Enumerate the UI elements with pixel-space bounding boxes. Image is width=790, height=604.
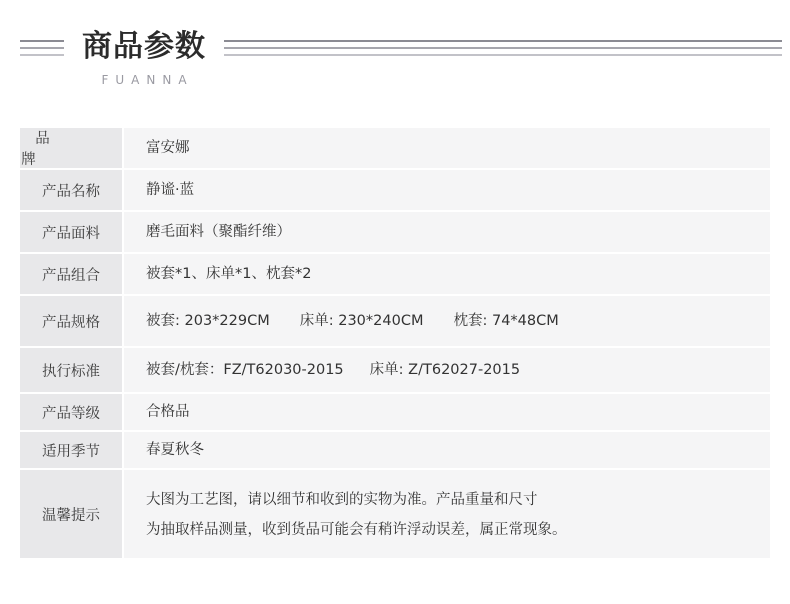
- spec-quilt-cover: 被套: 203*229CM: [146, 313, 270, 329]
- table-row-standard: [20, 348, 770, 394]
- row-value-specification: [124, 296, 770, 346]
- table-row-brand: [20, 128, 770, 170]
- spec-table: [20, 126, 770, 560]
- row-value-note: [124, 470, 770, 558]
- row-label-product-name: 产品名称: [20, 170, 124, 210]
- row-label-standard: 执行标准: [20, 348, 124, 392]
- table-row-season: [20, 432, 770, 470]
- table-row-fabric: [20, 212, 770, 254]
- header-rule-left-line-2: [20, 47, 64, 49]
- table-row-combination: [20, 254, 770, 296]
- row-value-brand: 富安娜: [124, 128, 770, 168]
- standard-bed-sheet: 床单: Z/T62027-2015: [369, 362, 521, 378]
- header-rule-left-line-1: [20, 40, 64, 42]
- row-label-combination: 产品组合: [20, 254, 124, 294]
- row-label-note: 温馨提示: [20, 470, 124, 558]
- row-value-product-name: 静谧·蓝: [124, 170, 770, 210]
- row-value-combination: 被套*1、床单*1、枕套*2: [124, 254, 770, 294]
- note-line-1: 大图为工艺图，请以细节和收到的实物为准。产品重量和尺寸: [146, 492, 538, 508]
- header-rule-right: [224, 40, 782, 61]
- table-row-product-name: [20, 170, 770, 212]
- page-header: [0, 0, 790, 118]
- row-label-season: 适用季节: [20, 432, 124, 468]
- header-rule-right-line-2: [224, 47, 782, 49]
- header-rule-right-line-3: [224, 54, 782, 56]
- row-label-specification: 产品规格: [20, 296, 124, 346]
- row-value-grade: 合格品: [124, 394, 770, 430]
- header-rule-left: [20, 40, 64, 61]
- header-rule-right-line-1: [224, 40, 782, 42]
- page-title-block: [70, 28, 218, 88]
- table-row-specification: [20, 296, 770, 348]
- note-line-2: 为抽取样品测量，收到货品可能会有稍许浮动误差，属正常现象。: [146, 522, 567, 538]
- standard-quilt-pillow: 被套/枕套：FZ/T62030-2015: [146, 362, 344, 378]
- table-row-note: [20, 470, 770, 560]
- row-value-fabric: 磨毛面料（聚酯纤维）: [124, 212, 770, 252]
- table-row-grade: [20, 394, 770, 432]
- brand-name-latin: FUANNA: [101, 73, 194, 87]
- row-label-brand: 品 牌: [20, 128, 124, 168]
- header-rule-left-line-3: [20, 54, 64, 56]
- row-label-fabric: 产品面料: [20, 212, 124, 252]
- spec-bed-sheet: 床单: 230*240CM: [299, 313, 424, 329]
- row-value-season: 春夏秋冬: [124, 432, 770, 468]
- row-value-standard: [124, 348, 770, 392]
- page-title: 商品参数: [82, 29, 206, 64]
- spec-pillowcase: 枕套: 74*48CM: [453, 313, 559, 329]
- row-label-grade: 产品等级: [20, 394, 124, 430]
